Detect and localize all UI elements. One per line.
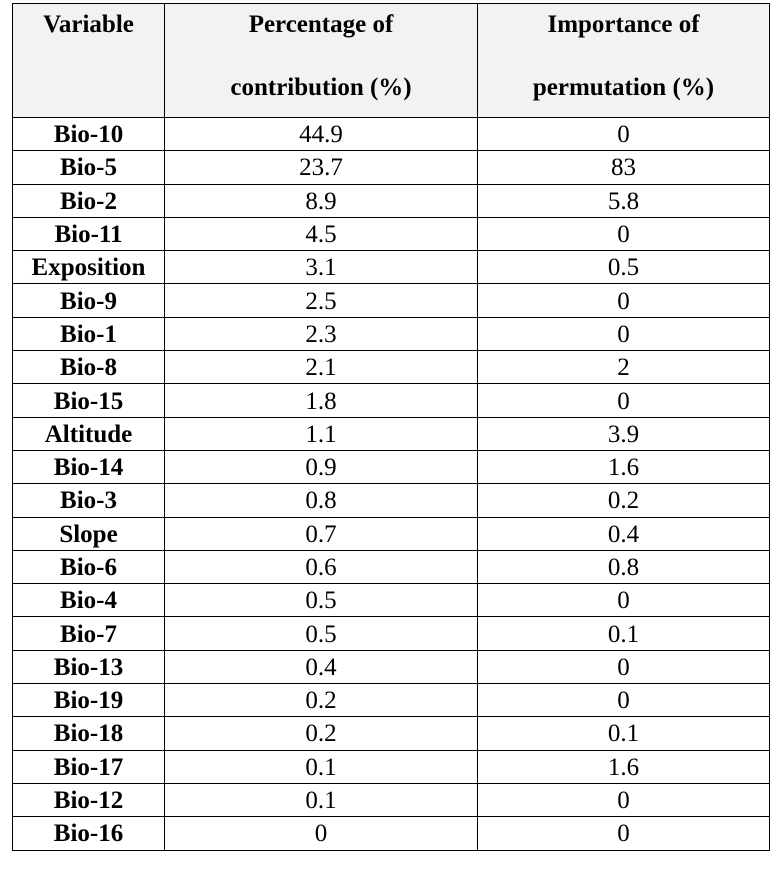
permutation-cell: 0.2 xyxy=(478,484,770,517)
contribution-cell: 4.5 xyxy=(165,217,478,250)
table-row xyxy=(13,783,770,816)
variable-cell: Slope xyxy=(13,517,165,550)
variable-cell: Bio-15 xyxy=(13,384,165,417)
variable-cell: Bio-6 xyxy=(13,550,165,583)
variable-cell: Bio-9 xyxy=(13,284,165,317)
variable-cell: Bio-1 xyxy=(13,317,165,350)
permutation-cell: 1.6 xyxy=(478,750,770,783)
contribution-cell: 0.5 xyxy=(165,617,478,650)
header-permutation xyxy=(478,4,770,118)
permutation-cell: 0.1 xyxy=(478,717,770,750)
table-row xyxy=(13,450,770,483)
variable-cell: Bio-8 xyxy=(13,351,165,384)
contribution-cell: 2.5 xyxy=(165,284,478,317)
header-row xyxy=(13,4,770,118)
contribution-cell: 0.2 xyxy=(165,717,478,750)
contribution-cell: 1.1 xyxy=(165,417,478,450)
table-row xyxy=(13,484,770,517)
permutation-cell: 3.9 xyxy=(478,417,770,450)
contribution-cell: 0.6 xyxy=(165,550,478,583)
variable-contribution-table xyxy=(12,3,770,851)
table-row xyxy=(13,151,770,184)
contribution-cell: 0.4 xyxy=(165,650,478,683)
permutation-cell: 0 xyxy=(478,650,770,683)
table-row xyxy=(13,750,770,783)
variable-cell: Bio-4 xyxy=(13,584,165,617)
contribution-cell: 3.1 xyxy=(165,251,478,284)
variable-cell: Bio-13 xyxy=(13,650,165,683)
variable-cell: Exposition xyxy=(13,251,165,284)
permutation-cell: 0.5 xyxy=(478,251,770,284)
table-row xyxy=(13,317,770,350)
contribution-cell: 0.1 xyxy=(165,783,478,816)
contribution-cell: 0.2 xyxy=(165,684,478,717)
variable-cell: Bio-16 xyxy=(13,817,165,850)
variable-cell: Bio-14 xyxy=(13,450,165,483)
variable-cell: Bio-17 xyxy=(13,750,165,783)
variable-cell: Bio-5 xyxy=(13,151,165,184)
permutation-cell: 0 xyxy=(478,217,770,250)
permutation-cell: 0 xyxy=(478,584,770,617)
permutation-cell: 1.6 xyxy=(478,450,770,483)
header-permutation-line1: Importance of xyxy=(547,11,700,38)
table-row xyxy=(13,184,770,217)
table-row xyxy=(13,550,770,583)
table-row xyxy=(13,284,770,317)
table-row xyxy=(13,251,770,284)
variable-cell: Bio-12 xyxy=(13,783,165,816)
table-body xyxy=(13,118,770,851)
permutation-cell: 0.1 xyxy=(478,617,770,650)
permutation-cell: 0.4 xyxy=(478,517,770,550)
permutation-cell: 0.8 xyxy=(478,550,770,583)
variable-cell: Bio-19 xyxy=(13,684,165,717)
contribution-cell: 2.1 xyxy=(165,351,478,384)
contribution-cell: 0.9 xyxy=(165,450,478,483)
permutation-cell: 0 xyxy=(478,118,770,151)
permutation-cell: 0 xyxy=(478,783,770,816)
table-row xyxy=(13,717,770,750)
header-variable-label: Variable xyxy=(43,11,134,38)
contribution-cell: 2.3 xyxy=(165,317,478,350)
contribution-cell: 23.7 xyxy=(165,151,478,184)
header-contribution-line1: Percentage of xyxy=(248,11,394,38)
table-row xyxy=(13,517,770,550)
table-row xyxy=(13,351,770,384)
table-row xyxy=(13,817,770,850)
permutation-cell: 0 xyxy=(478,284,770,317)
variable-cell: Bio-2 xyxy=(13,184,165,217)
contribution-cell: 0.8 xyxy=(165,484,478,517)
variable-cell: Bio-3 xyxy=(13,484,165,517)
permutation-cell: 5.8 xyxy=(478,184,770,217)
variable-cell: Bio-7 xyxy=(13,617,165,650)
header-contribution-line2: contribution (%) xyxy=(230,74,412,101)
table-row xyxy=(13,417,770,450)
permutation-cell: 2 xyxy=(478,351,770,384)
table-row xyxy=(13,118,770,151)
header-contribution xyxy=(165,4,478,118)
table-row xyxy=(13,584,770,617)
variable-cell: Bio-18 xyxy=(13,717,165,750)
table-row xyxy=(13,217,770,250)
table-row xyxy=(13,617,770,650)
table-header xyxy=(13,4,770,118)
variable-cell: Bio-10 xyxy=(13,118,165,151)
header-permutation-line2: permutation (%) xyxy=(532,74,715,101)
table-row xyxy=(13,384,770,417)
contribution-cell: 0 xyxy=(165,817,478,850)
permutation-cell: 83 xyxy=(478,151,770,184)
permutation-cell: 0 xyxy=(478,817,770,850)
variable-cell: Bio-11 xyxy=(13,217,165,250)
header-variable xyxy=(13,4,165,118)
contribution-cell: 44.9 xyxy=(165,118,478,151)
permutation-cell: 0 xyxy=(478,384,770,417)
contribution-cell: 8.9 xyxy=(165,184,478,217)
table-row xyxy=(13,684,770,717)
variable-cell: Altitude xyxy=(13,417,165,450)
contribution-cell: 0.1 xyxy=(165,750,478,783)
contribution-cell: 0.5 xyxy=(165,584,478,617)
table-row xyxy=(13,650,770,683)
permutation-cell: 0 xyxy=(478,684,770,717)
contribution-cell: 1.8 xyxy=(165,384,478,417)
contribution-cell: 0.7 xyxy=(165,517,478,550)
permutation-cell: 0 xyxy=(478,317,770,350)
